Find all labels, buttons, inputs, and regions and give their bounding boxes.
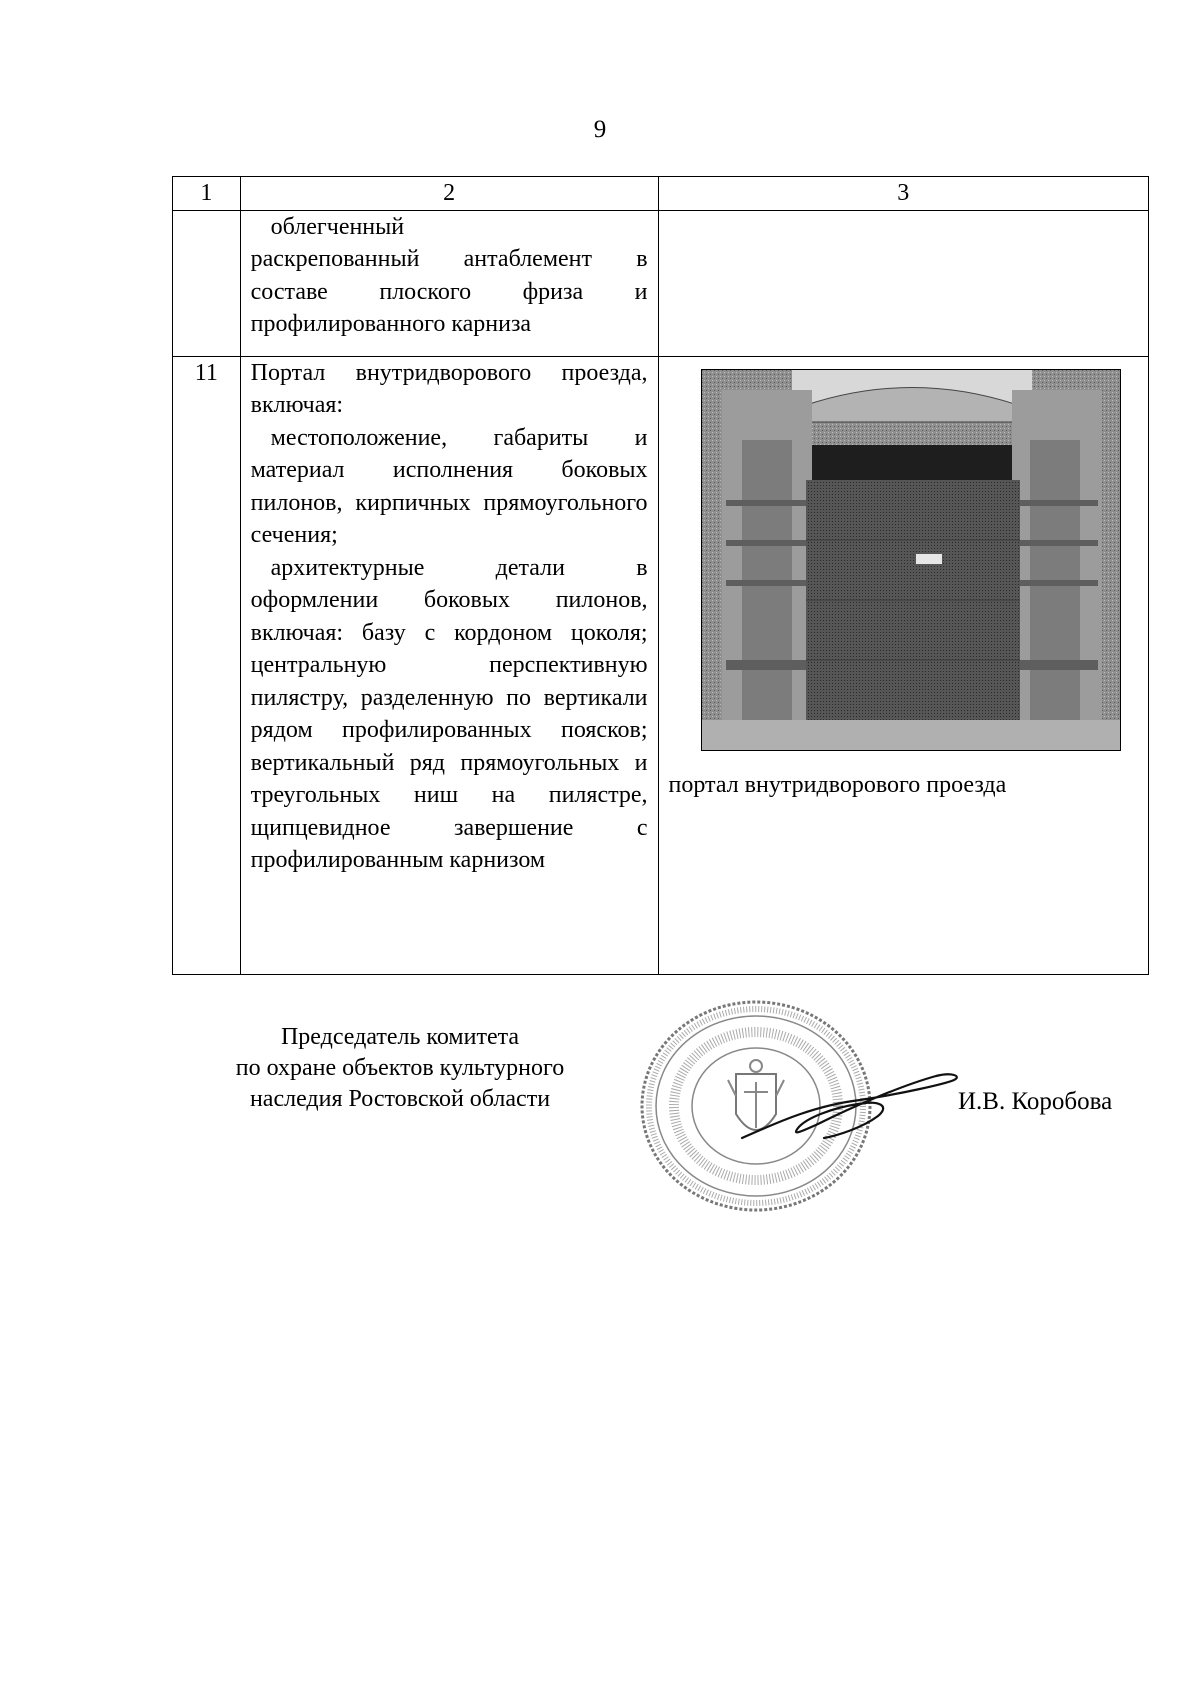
photo-cell-empty — [658, 210, 1148, 356]
row-number-cell: 11 — [173, 356, 241, 974]
table-row-continued — [173, 210, 1149, 356]
description-paragraph: облегченный — [270, 213, 405, 240]
description-paragraph: Портал внутридворового проезда, включая: — [250, 359, 648, 418]
description-paragraph: местоположение, габариты и материал исполнения боковых пилонов, кирпичных прямоугольного сечения; — [250, 424, 648, 548]
photo-caption: портал внутридворового проезда — [668, 771, 1007, 798]
signer-position-line: по охране объектов культурного — [235, 1055, 565, 1081]
description-paragraph: раскрепованный антаблемент в составе плоского фриза и профилированного карниза — [250, 246, 648, 337]
signer-position-line: Председатель комитета — [280, 1024, 520, 1050]
description-cell — [240, 356, 658, 974]
description-paragraph: архитектурные детали в оформлении боковых пилонов, включая: базу с кордоном цоколя; центральную перспективную пилястру, разделенную по вертикали рядом профилированных поясков; вертикальный ряд прямоугольных и треугольных ниш на пилястре, щипцевидное завершение с профилированным карнизом — [250, 554, 648, 873]
portal-photo — [701, 369, 1121, 751]
column-header-3: 3 — [658, 177, 1148, 211]
column-header-1: 1 — [173, 177, 241, 211]
column-header-2: 2 — [240, 177, 658, 211]
description-cell — [240, 210, 658, 356]
signer-position-line: наследия Ростовской области — [249, 1086, 551, 1112]
table-header-row — [173, 177, 1149, 211]
row-number-cell — [173, 210, 241, 356]
table-row-11 — [173, 356, 1149, 974]
handwritten-signature — [740, 1066, 960, 1152]
signer-name: И.В. Коробова — [958, 1088, 1113, 1115]
photo-cell — [658, 356, 1148, 974]
signer-position — [180, 1022, 620, 1115]
page-number: 9 — [593, 116, 607, 143]
objects-table — [172, 176, 1149, 975]
